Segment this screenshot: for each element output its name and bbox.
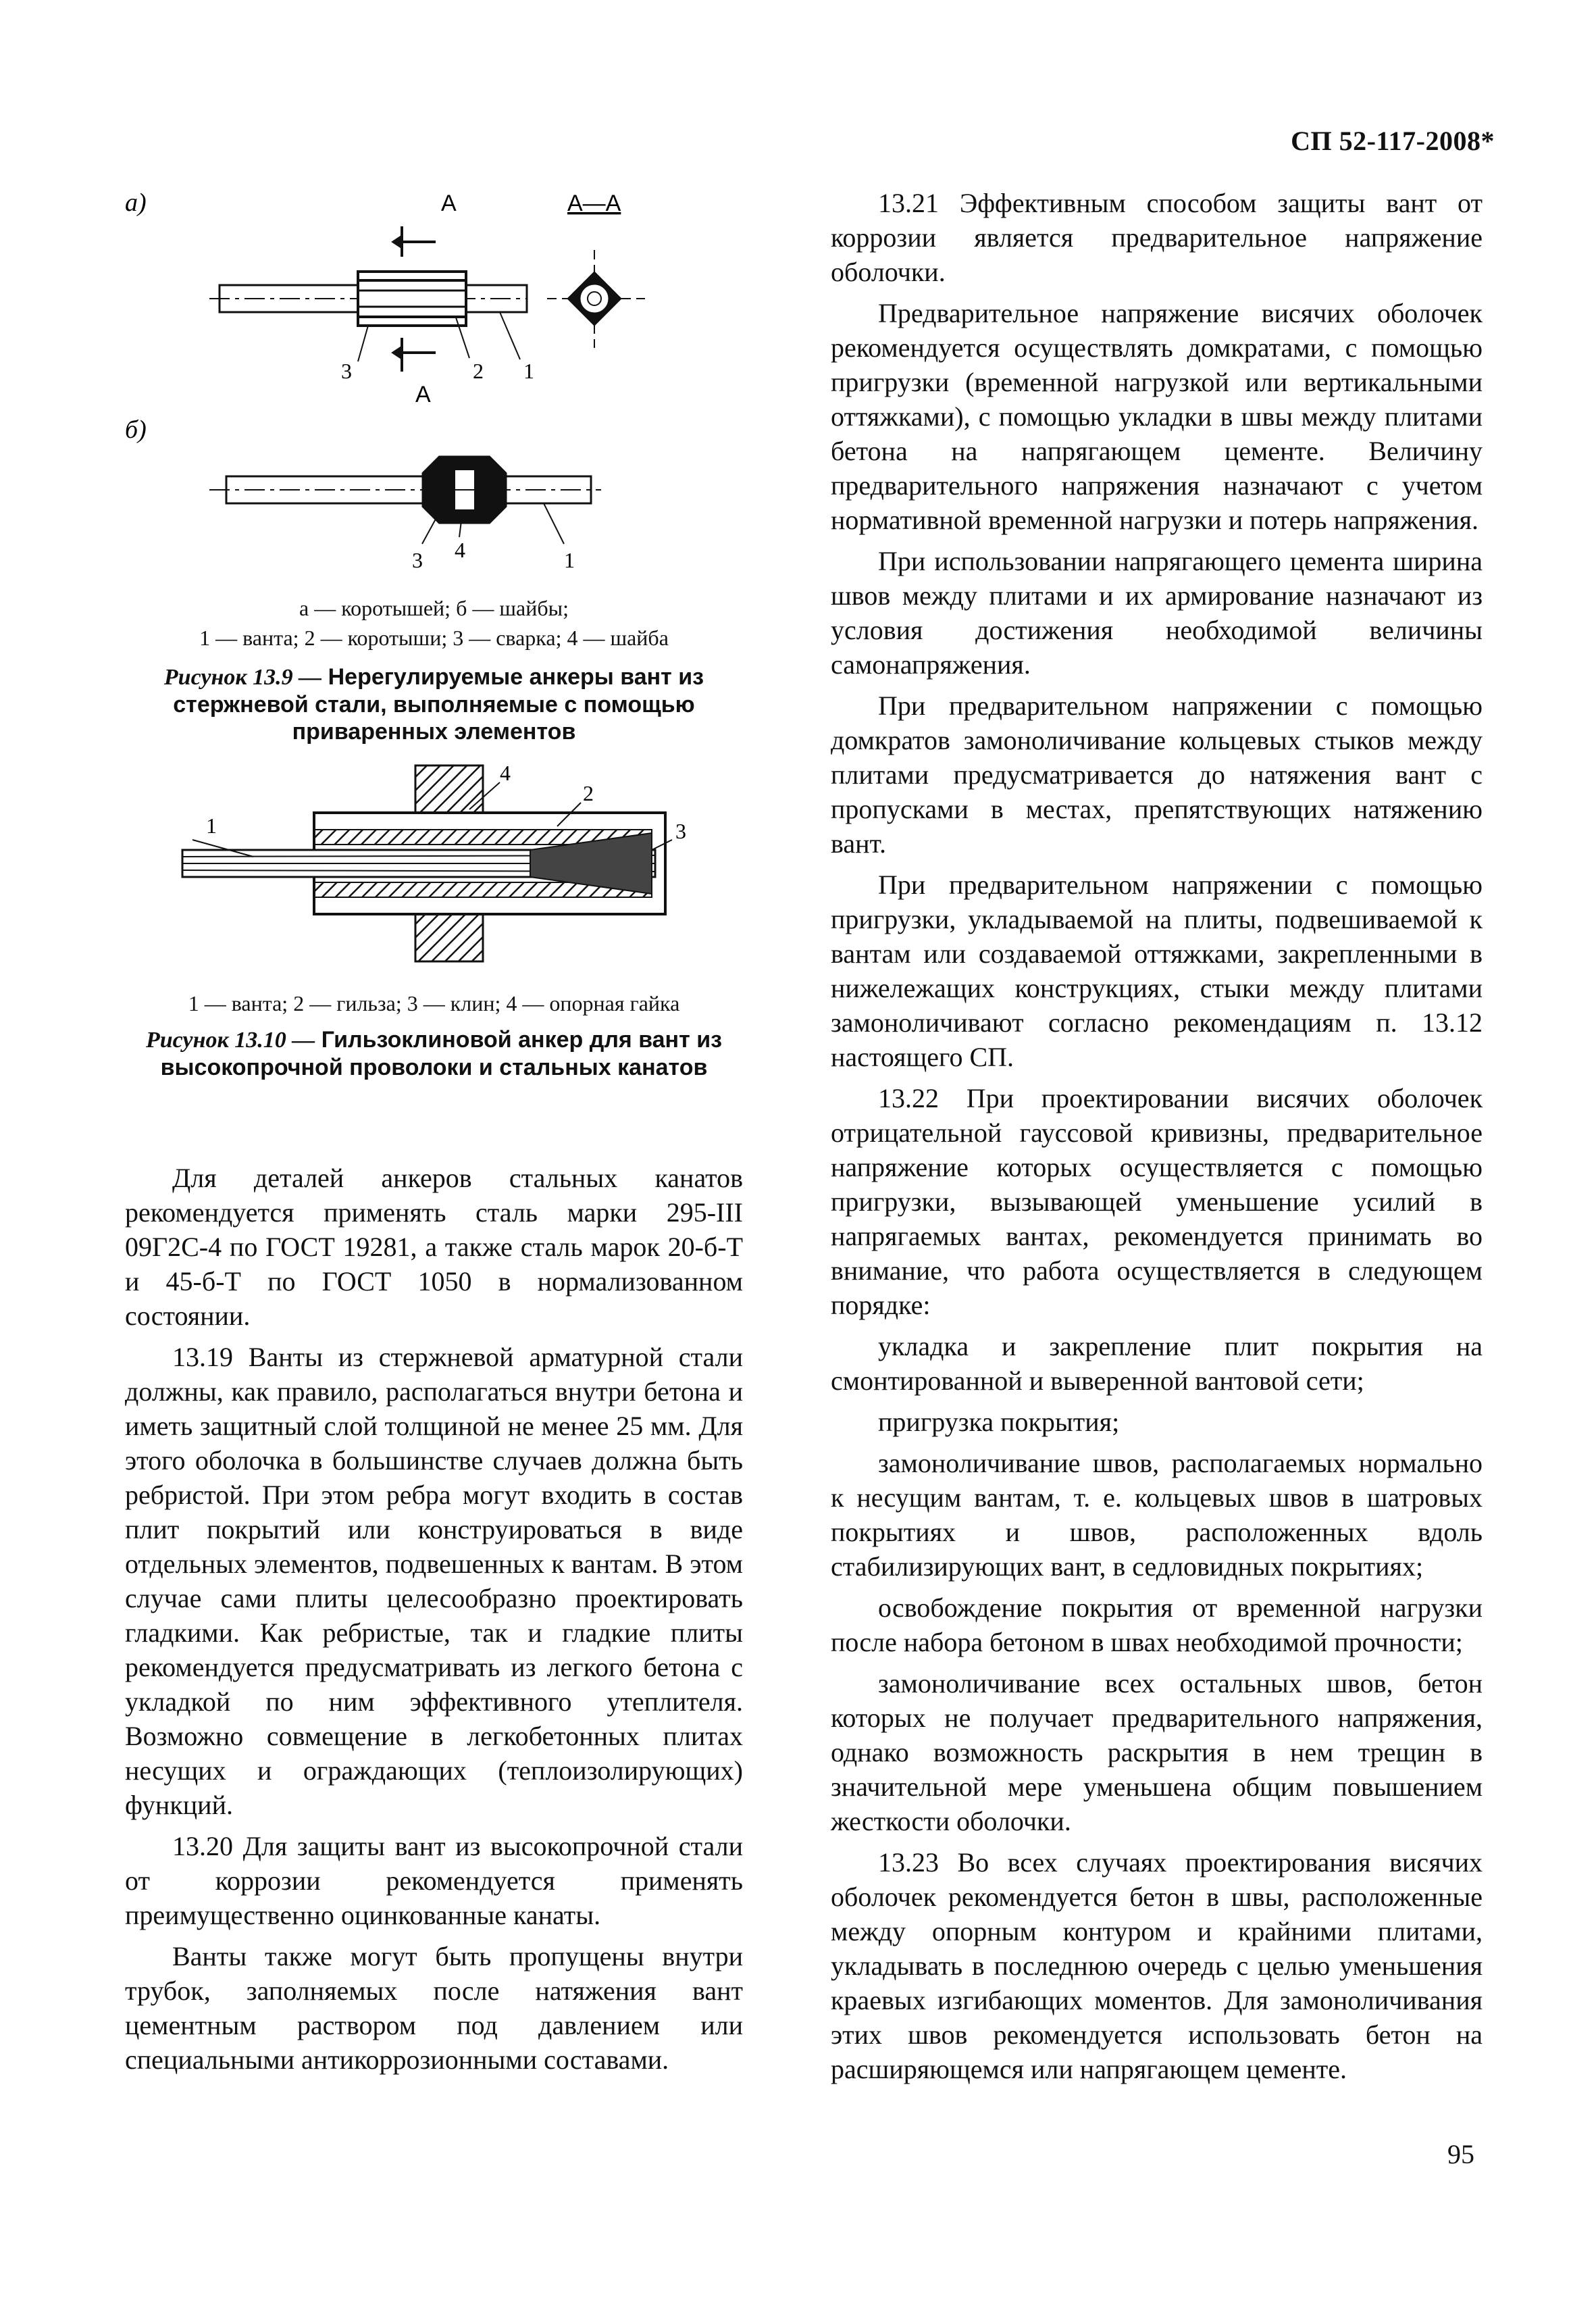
figure-13-9-legend-line-1: а — коротышей; б — шайбы; <box>299 596 569 620</box>
anchor-b-drawing <box>209 456 601 544</box>
paragraph-expanding-cement: При использовании напрягающего цемента ширина швов между плитами и их армирование назначают из условия достижения необходимой величины самонапряжения. <box>831 546 1483 680</box>
anchor-a-drawing <box>209 226 645 372</box>
paragraph-steel-grades: Для деталей анкеров стальных канатов рекомендуется применять сталь марки 295-III 09Г2С-4 по ГОСТ 19281, а также сталь марок 20-б-Т и 45-б-Т по ГОСТ 1050 в нормализованном состоянии. <box>125 1163 743 1331</box>
figure-label-b: б) <box>125 416 147 444</box>
callout-13-10-2: 2 <box>583 781 594 805</box>
paragraph-prestress-methods: Предварительное напряжение висячих оболочек рекомендуется осуществлять домкратами, с помощью пригрузки (временной нагрузкой или вертикальными оттяжками), с помощью укладки в швы между плитами бетона на напрягающем цементе. Величину предварительного напряжения назначают с учетом нормативной временной нагрузки и потерь напряжения. <box>831 298 1483 535</box>
figure-13-10-caption-label: Рисунок 13.10 — <box>145 1028 315 1053</box>
paragraph-13-21: 13.21 Эффективным способом защиты вант от коррозии является предварительное напряжение оболочки. <box>831 188 1483 287</box>
figure-13-9 <box>125 182 743 745</box>
callout-13-10-4: 4 <box>500 761 511 785</box>
section-label-top: А <box>441 191 457 216</box>
list-item-step-2: пригрузка покрытия; <box>878 1407 1120 1437</box>
page-number: 95 <box>1447 2139 1474 2169</box>
figure-13-9-legend <box>125 593 743 653</box>
paragraph-jacks: При предварительном напряжении с помощью домкратов замоноличивание кольцевых стыков между плитами предусматривается до натяжения вант с пропусками в местах, препятствующих натяжению вант. <box>831 690 1483 859</box>
callout-b-3: 3 <box>412 548 423 572</box>
callout-13-10-1: 1 <box>206 813 217 838</box>
section-label-bottom: А <box>415 382 431 407</box>
list-item-step-3: замоноличивание швов, располагаемых нормально к несущим вантам, т. е. кольцевых швов в шатровых покрытиях и швов, расположенных вдоль стабилизирующих вант, в седловидных покрытиях; <box>831 1448 1483 1582</box>
list-item-step-1: укладка и закрепление плит покрытия на смонтированной и выверенной вантовой сети; <box>831 1331 1483 1396</box>
figure-13-9-caption-label: Рисунок 13.9 — <box>163 665 322 690</box>
paragraph-13-20: 13.20 Для защиты вант из высокопрочной стали от коррозии рекомендуется применять преимущественно оцинкованные канаты. <box>125 1831 743 1930</box>
paragraph-13-22: 13.22 При проектировании висячих оболочек отрицательной гауссовой кривизны, предварительное напряжение которых осуществляется с помощью пригрузки, вызывающей уменьшение усилий в напрягаемых вантах, рекомендуется принимать во внимание, что работа осуществляется в следующем порядке: <box>831 1083 1483 1320</box>
list-item-step-5: замоноличивание всех остальных швов, бетон которых не получает предварительного напряжения, однако возможность раскрытия в нем трещин в значительной мере уменьшена общим повышением жесткости оболочки. <box>831 1668 1483 1836</box>
figure-13-10 <box>125 759 743 1081</box>
callout-a-2: 2 <box>473 359 484 383</box>
figure-13-9-legend-line-2: 1 — ванта; 2 — коротыши; 3 — сварка; 4 — шайба <box>199 626 669 650</box>
paragraph-13-23: 13.23 Во всех случаях проектирования висячих оболочек рекомендуется бетон в швы, расположенные между опорным контуром и крайними плитами, укладывать в последнюю очередь с целью уменьшения краевых изгибающих моментов. Для замоноличивания этих швов рекомендуется использовать бетон на расширяющемся или напрягающем цементе. <box>831 1847 1483 2084</box>
list-item-step-4: освобождение покрытия от временной нагрузки после набора бетоном в швах необходимой прочности; <box>831 1592 1483 1657</box>
left-column <box>125 182 743 2077</box>
section-title: А—А <box>567 191 621 216</box>
left-column-text <box>125 1161 743 2077</box>
callout-a-3: 3 <box>341 359 352 383</box>
figure-13-10-caption-text: Гильзоклиновой анкер для вант из высокопрочной проволоки и стальных канатов <box>160 1027 722 1080</box>
document-code-header: СП 52-117-2008* <box>1291 126 1495 156</box>
figure-13-9-caption <box>125 663 743 745</box>
figure-13-9-drawing <box>125 182 743 588</box>
paragraph-13-19: 13.19 Ванты из стержневой арматурной стали должны, как правило, располагаться внутри бетона и иметь защитный слой толщиной не менее 25 мм. Для этого оболочка в большинстве случаев должна быть ребристой. При этом ребра могут входить в состав плит покрытий или конструироваться в виде отдельных элементов, подвешенных к вантам. В этом случае сами плиты целесообразно проектировать гладкими. Как ребристые, так и гладкие плиты рекомендуется предусматривать из легкого бетона с укладкой по ним эффективного утеплителя. Возможно совмещение в легкобетонных плитах несущих и ограждающих (теплоизолирующих) функций. <box>125 1342 743 1820</box>
paragraph-loading: При предварительном напряжении с помощью пригрузки, укладываемой на плиты, подвешиваемой к вантам или создаваемой оттяжками, закрепленными в нижележащих конструкциях, стыки между плитами замоноличивают согласно рекомендациям п. 13.12 настоящего СП. <box>831 870 1483 1072</box>
right-column <box>831 186 1483 2086</box>
callout-13-10-3: 3 <box>675 819 686 843</box>
paragraph-tubes: Ванты также могут быть пропущены внутри трубок, заполняемых после натяжения вант цементным раствором под давлением или специальными антикоррозионными составами. <box>125 1941 743 2075</box>
figure-13-10-drawing <box>125 759 743 968</box>
figure-label-a: а) <box>125 188 147 217</box>
callout-b-1: 1 <box>564 548 575 572</box>
callout-b-4: 4 <box>455 538 465 562</box>
figure-13-10-caption <box>125 1026 743 1081</box>
figure-13-9-caption-text: Нерегулируемые анкеры вант из стержневой стали, выполняемые с помощью приваренных элементов <box>173 664 704 745</box>
callout-a-1: 1 <box>523 359 534 383</box>
sleeve-wedge-anchor <box>182 765 672 961</box>
figure-13-10-legend: 1 — ванта; 2 — гильза; 3 — клин; 4 — опорная гайка <box>188 991 680 1015</box>
